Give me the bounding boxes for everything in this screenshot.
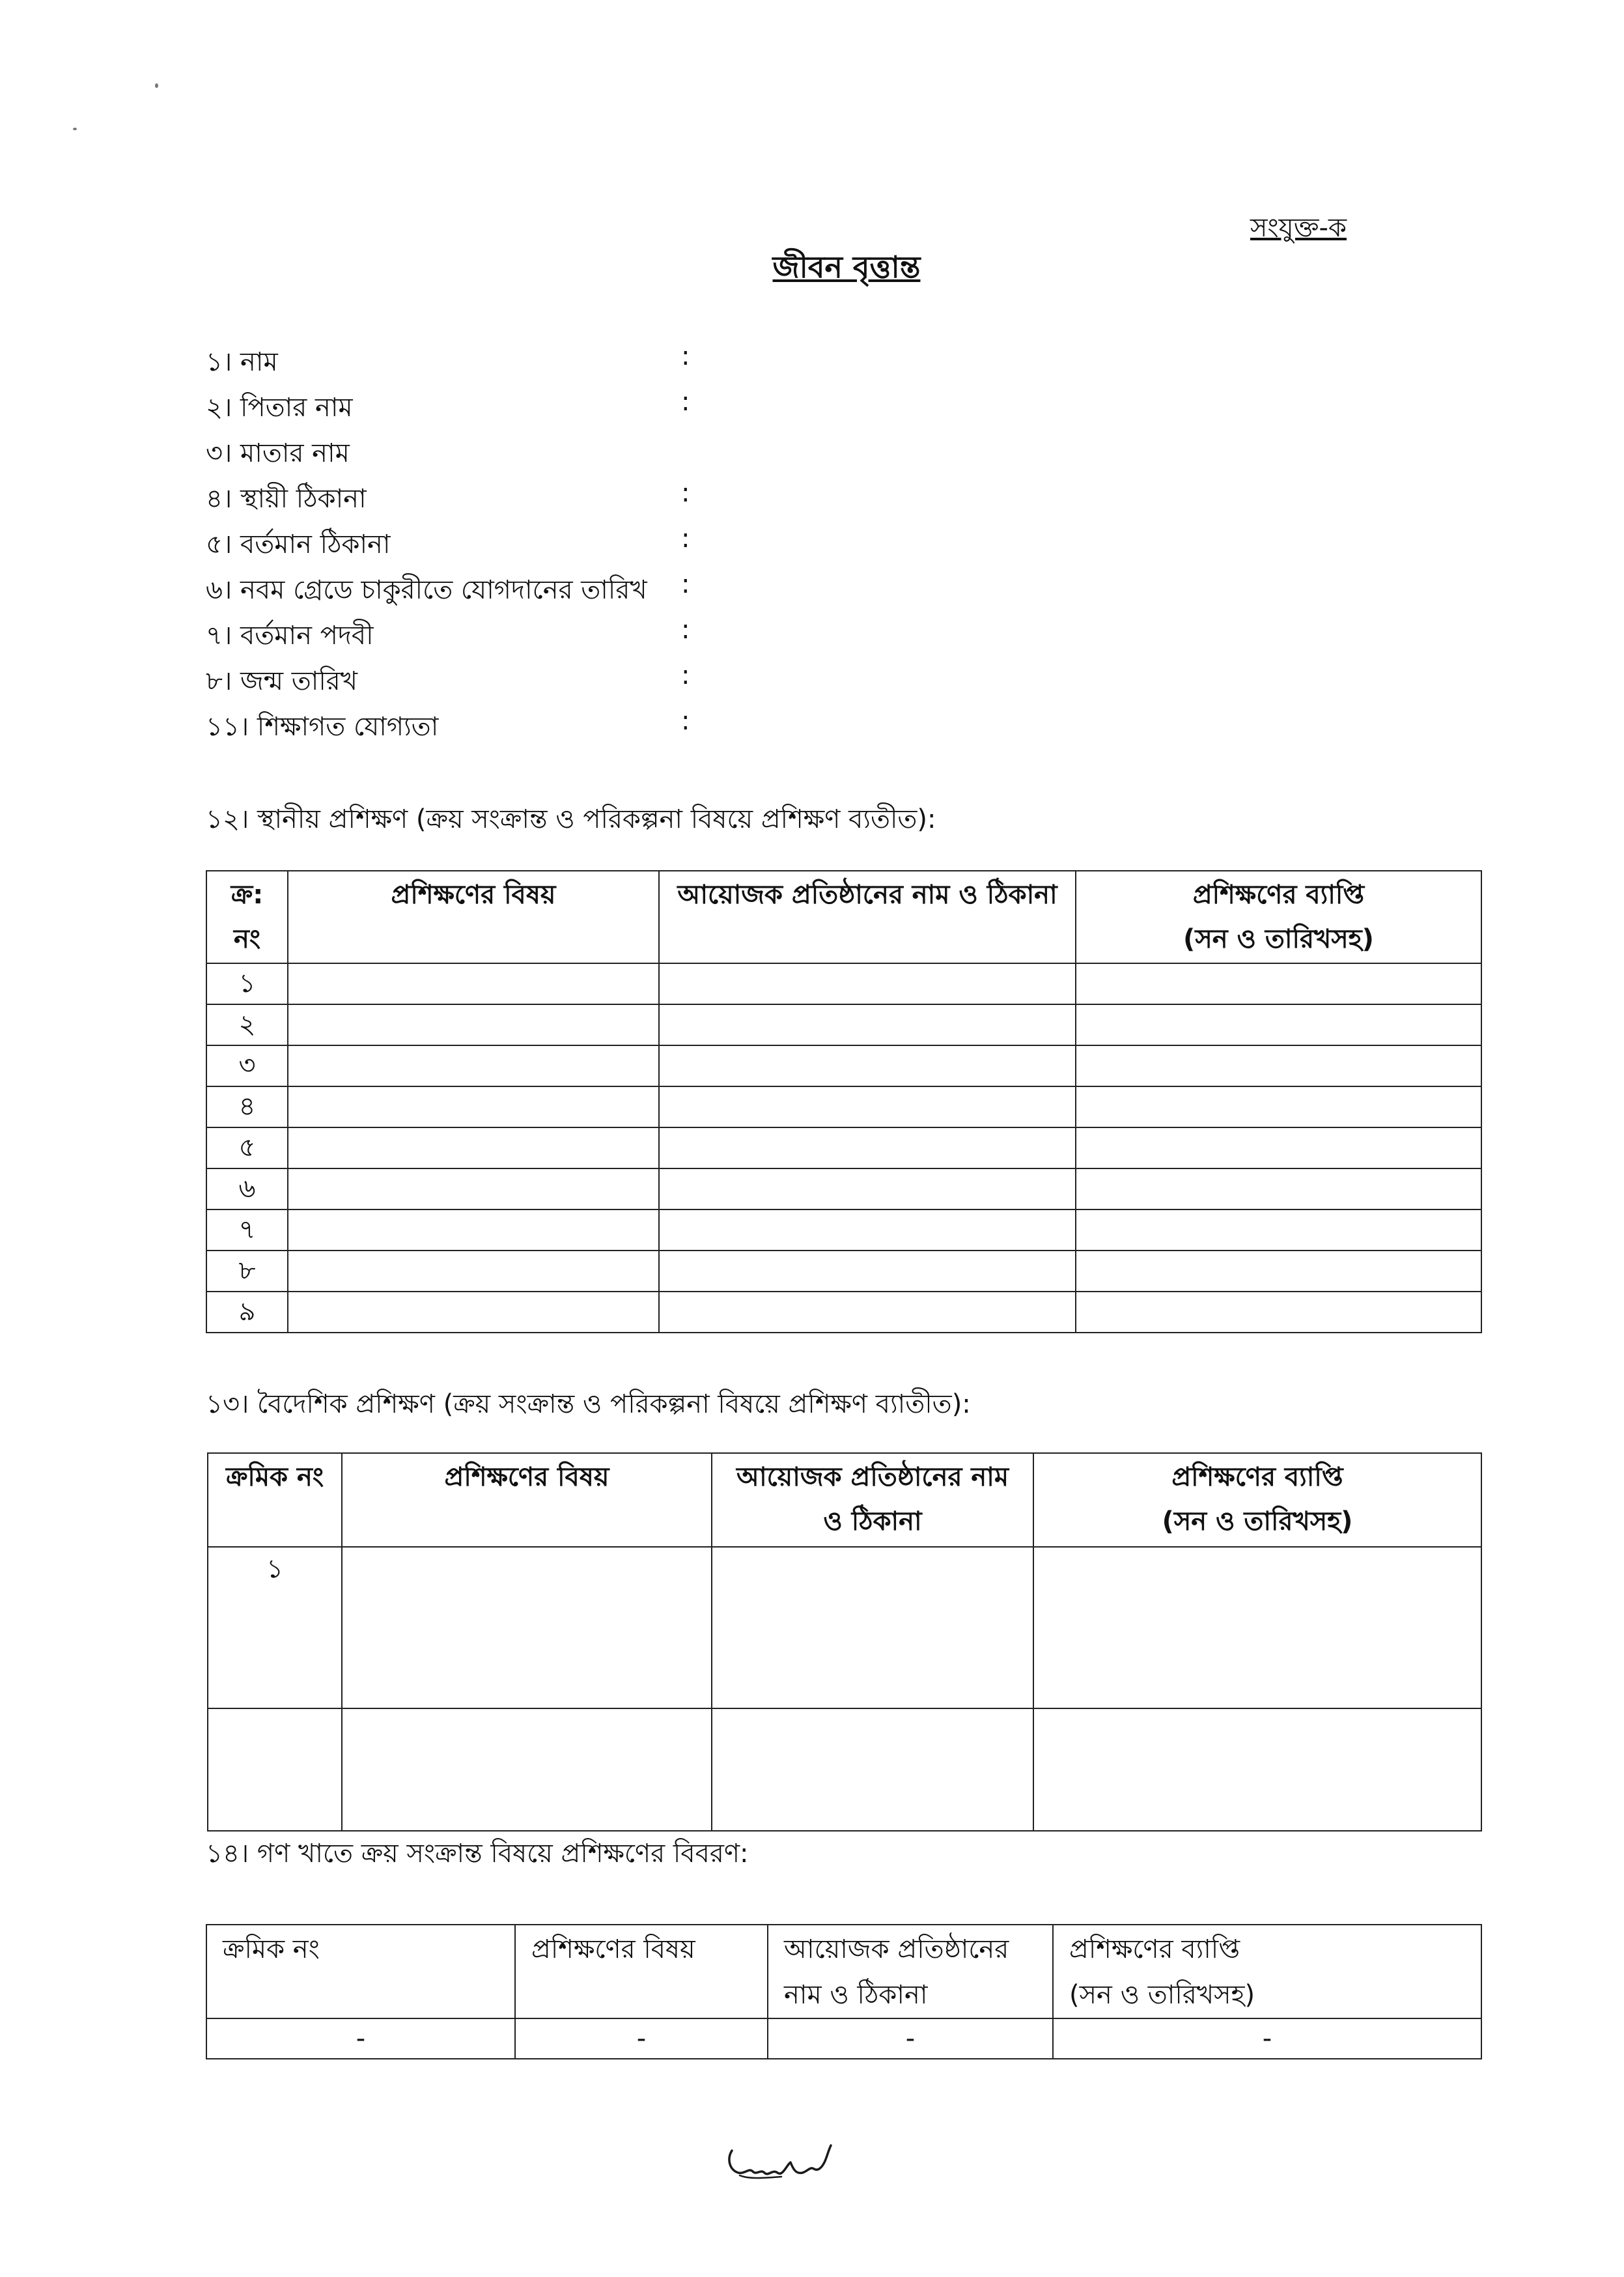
organizer-header-line1: আয়োজক প্রতিষ্ঠানের: [784, 1934, 1009, 1964]
subject-header: প্রশিক্ষণের বিষয়: [288, 871, 659, 963]
organizer-cell[interactable]: [659, 1168, 1076, 1209]
serial-cell: ১: [206, 963, 288, 1004]
serial-cell: [208, 1708, 342, 1831]
organizer-cell[interactable]: [659, 963, 1076, 1004]
serial-cell: ২: [206, 1004, 288, 1045]
subject-cell[interactable]: [288, 963, 659, 1004]
field-joining-date-colon: :: [681, 569, 690, 599]
table-row: [206, 963, 1481, 1004]
duration-cell[interactable]: [1033, 1708, 1481, 1831]
table-row: [208, 1547, 1481, 1708]
duration-header-line2: (সন ও তারিখসহ): [1183, 924, 1374, 954]
field-name-label: ১। নাম: [206, 347, 278, 377]
subject-cell[interactable]: [342, 1547, 712, 1708]
duration-header: [1076, 871, 1481, 963]
serial-header-line2: নং: [233, 924, 261, 954]
signature: [723, 2136, 840, 2195]
subject-cell: -: [515, 2018, 768, 2059]
organizer-cell[interactable]: [659, 1292, 1076, 1333]
serial-cell: ৩: [206, 1045, 288, 1086]
table-row: [206, 1292, 1481, 1333]
organizer-cell[interactable]: [659, 1086, 1076, 1127]
table-row: [206, 1251, 1481, 1292]
subject-cell[interactable]: [288, 1251, 659, 1292]
field-name-colon: :: [681, 341, 690, 371]
table-row: [208, 1708, 1481, 1831]
field-present-address-colon: :: [681, 524, 690, 554]
serial-cell: ৯: [206, 1292, 288, 1333]
table-header-row: [208, 1453, 1481, 1547]
table-row: [206, 1209, 1481, 1251]
field-birth-date-label: ৮। জন্ম তারিখ: [206, 666, 358, 696]
organizer-header: [768, 1925, 1053, 2018]
scan-speck: [155, 83, 158, 88]
serial-cell: ৮: [206, 1251, 288, 1292]
serial-header: ক্রমিক নং: [208, 1453, 342, 1547]
field-permanent-address-colon: :: [681, 478, 690, 508]
procurement-training-table: [206, 1924, 1482, 2059]
duration-header-line2: (সন ও তারিখসহ): [1069, 1980, 1255, 2010]
organizer-header-line2: নাম ও ঠিকানা: [784, 1980, 928, 2010]
subject-header: প্রশিক্ষণের বিষয়: [515, 1925, 768, 2018]
organizer-cell[interactable]: [712, 1708, 1033, 1831]
serial-header: ক্রমিক নং: [206, 1925, 515, 2018]
duration-cell[interactable]: [1076, 1004, 1481, 1045]
serial-cell: ৫: [206, 1127, 288, 1168]
table-row: [206, 1045, 1481, 1086]
field-joining-date-label: ৬। নবম গ্রেডে চাকুরীতে যোগদানের তারিখ: [206, 575, 647, 605]
organizer-cell[interactable]: [659, 1045, 1076, 1086]
field-present-address-label: ৫। বর্তমান ঠিকানা: [206, 530, 391, 559]
table-row: [206, 1127, 1481, 1168]
field-designation-label: ৭। বর্তমান পদবী: [206, 621, 374, 651]
field-birth-date-colon: :: [681, 660, 690, 690]
duration-cell[interactable]: [1076, 1168, 1481, 1209]
table-row: [206, 1086, 1481, 1127]
section-12-heading: ১২। স্থানীয় প্রশিক্ষণ (ক্রয় সংক্রান্ত ও পরিকল্পনা বিষয়ে প্রশিক্ষণ ব্যতীত):: [206, 804, 936, 834]
field-father-colon: :: [681, 387, 690, 417]
scan-speck: [73, 128, 77, 130]
table-row: [206, 1004, 1481, 1045]
organizer-header-line1: আয়োজক প্রতিষ্ঠানের নাম: [736, 1462, 1009, 1492]
organizer-cell: -: [768, 2018, 1053, 2059]
serial-cell: ৬: [206, 1168, 288, 1209]
duration-cell[interactable]: [1076, 1209, 1481, 1251]
subject-cell[interactable]: [288, 1168, 659, 1209]
organizer-cell[interactable]: [659, 1251, 1076, 1292]
serial-header-line1: ক্র:: [231, 880, 264, 910]
duration-cell[interactable]: [1033, 1547, 1481, 1708]
subject-cell[interactable]: [288, 1127, 659, 1168]
organizer-cell[interactable]: [659, 1209, 1076, 1251]
serial-cell: ১: [208, 1547, 342, 1708]
subject-cell[interactable]: [288, 1045, 659, 1086]
organizer-header: আয়োজক প্রতিষ্ঠানের নাম ও ঠিকানা: [659, 871, 1076, 963]
subject-cell[interactable]: [342, 1708, 712, 1831]
page-title: জীবন বৃত্তান্ত: [772, 249, 921, 285]
duration-cell[interactable]: [1076, 963, 1481, 1004]
organizer-cell[interactable]: [712, 1547, 1033, 1708]
duration-header-line1: প্রশিক্ষণের ব্যাপ্তি: [1192, 880, 1365, 910]
duration-header: [1053, 1925, 1481, 2018]
duration-cell[interactable]: [1076, 1127, 1481, 1168]
subject-cell[interactable]: [288, 1004, 659, 1045]
duration-header-line1: প্রশিক্ষণের ব্যাপ্তি: [1069, 1934, 1240, 1964]
serial-cell: ৪: [206, 1086, 288, 1127]
duration-cell: -: [1053, 2018, 1481, 2059]
field-permanent-address-label: ৪। স্থায়ী ঠিকানা: [206, 484, 367, 514]
subject-cell[interactable]: [288, 1209, 659, 1251]
field-designation-colon: :: [681, 615, 690, 645]
duration-header: [1033, 1453, 1481, 1547]
organizer-header: [712, 1453, 1033, 1547]
table-row: [206, 2018, 1481, 2059]
duration-cell[interactable]: [1076, 1251, 1481, 1292]
duration-cell[interactable]: [1076, 1086, 1481, 1127]
subject-header: প্রশিক্ষণের বিষয়: [342, 1453, 712, 1547]
annex-label: সংযুক্ত-ক: [1250, 213, 1347, 243]
serial-header: [206, 871, 288, 963]
duration-header-line2: (সন ও তারিখসহ): [1162, 1506, 1353, 1536]
field-mother-label: ৩। মাতার নাম: [206, 438, 350, 468]
serial-cell: ৭: [206, 1209, 288, 1251]
field-education-label: ১১। শিক্ষাগত যোগ্যতা: [206, 712, 439, 742]
duration-header-line1: প্রশিক্ষণের ব্যাপ্তি: [1171, 1462, 1343, 1492]
foreign-training-table: [207, 1452, 1482, 1832]
section-14-heading: ১৪। গণ খাতে ক্রয় সংক্রান্ত বিষয়ে প্রশিক্ষণের বিবরণ:: [206, 1839, 749, 1869]
serial-cell: -: [206, 2018, 515, 2059]
organizer-header-line2: ও ঠিকানা: [823, 1506, 922, 1536]
organizer-cell[interactable]: [659, 1127, 1076, 1168]
duration-cell[interactable]: [1076, 1292, 1481, 1333]
local-training-table: [206, 870, 1482, 1333]
table-row: [206, 1168, 1481, 1209]
section-13-heading: ১৩। বৈদেশিক প্রশিক্ষণ (ক্রয় সংক্রান্ত ও পরিকল্পনা বিষয়ে প্রশিক্ষণ ব্যাতীত):: [206, 1389, 971, 1419]
field-education-colon: :: [681, 706, 690, 736]
table-header-row: [206, 871, 1481, 963]
subject-cell[interactable]: [288, 1086, 659, 1127]
field-father-label: ২। পিতার নাম: [206, 393, 353, 423]
organizer-cell[interactable]: [659, 1004, 1076, 1045]
subject-cell[interactable]: [288, 1292, 659, 1333]
duration-cell[interactable]: [1076, 1045, 1481, 1086]
table-header-row: [206, 1925, 1481, 2018]
